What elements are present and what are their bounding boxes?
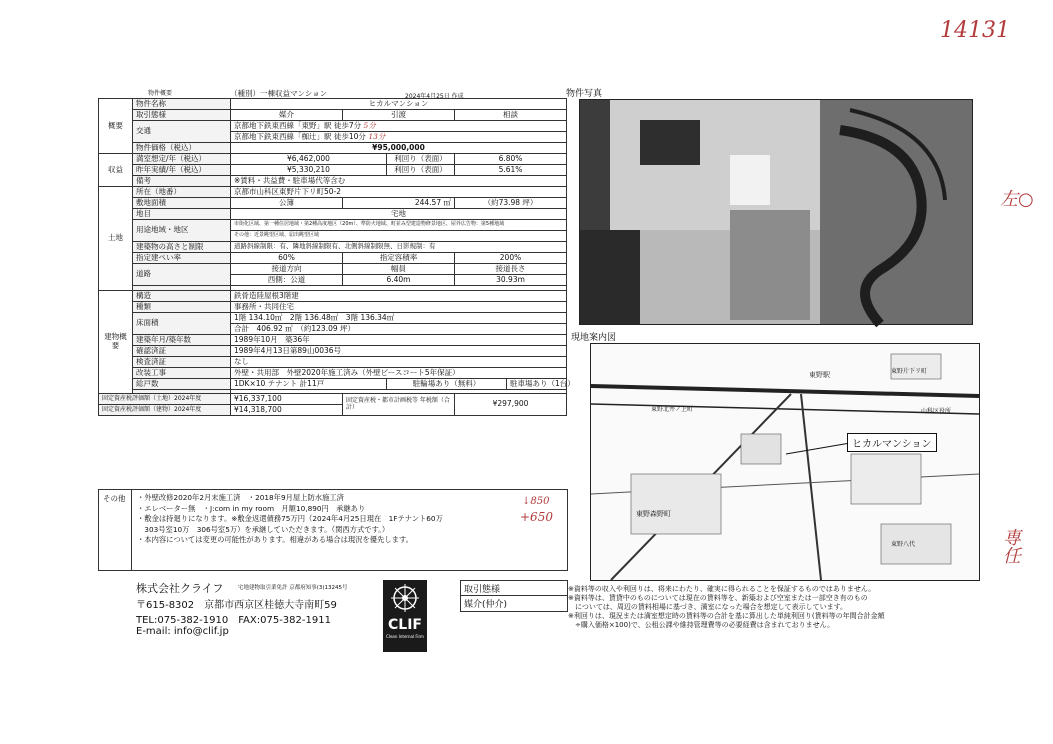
road-h2: 幅員 [343, 264, 455, 275]
disclaimer-line: ※利回りは、現況または満室想定時の賃料等の合計を基に算出した単純利回り(賃料等の年間合計金額 [568, 612, 885, 621]
floor-label: 床面積 [133, 313, 231, 335]
tax-total-label: 固定資産税・都市計画税等 年税額（合計） [343, 394, 455, 416]
structure-value: 鉄骨造陸屋根3階建 [231, 291, 567, 302]
map-road: 山科区役所 [921, 408, 952, 415]
far-label: 指定容積率 [343, 253, 455, 264]
chimoku-value: 宅地 [231, 209, 567, 220]
header-type: （種別）一棟収益マンション [230, 89, 328, 98]
section-land: 土地 [99, 187, 133, 291]
permit-label: 確認済証 [133, 346, 231, 357]
building-photo-image [580, 100, 972, 324]
kind-label: 種類 [133, 302, 231, 313]
handwritten-price-2: +650 [520, 510, 553, 524]
remark-label: 備考 [133, 176, 231, 187]
yield2-label: 利回り（表面） [387, 165, 455, 176]
section-overview: 概要 [99, 99, 133, 154]
other-notes [137, 493, 443, 546]
section-other: その他 [103, 494, 126, 503]
company-tel: TEL:075-382-1910 FAX:075-382-1911 [136, 615, 331, 626]
zoning-value: 市街化区域、第一種住居地域・第2種高度地区（20m）、準防火地域、町並み型建造物修景地区、屋外広告物：第5種地域 [231, 220, 567, 231]
disclaimer-line: ※資料等の収入や利回りは、将来にわたり、確実に得られることを保証するものではありません。 [568, 585, 876, 593]
other-note: ・エレベーター無 ・J:com in my room 月額10,890円 承継あり [137, 503, 366, 513]
property-photo [579, 99, 973, 325]
inspect-value: なし [231, 357, 567, 368]
handwritten-price-1: ↓850 [522, 496, 550, 507]
company-logo [383, 580, 427, 652]
map-station: 東野駅 [809, 371, 830, 379]
other-note: ・本内容については変更の可能性があります。相違がある場合は現況を優先します。 [137, 535, 413, 545]
deal-label: 取引態様 [133, 110, 231, 121]
map-area-2: 東野森野町 [636, 510, 671, 518]
deal-box [460, 580, 568, 612]
yield2-value: 5.61% [455, 165, 567, 176]
deal-b: 引渡 [343, 110, 455, 121]
height-label: 建築物の高さと制限 [133, 242, 231, 253]
full-rent-value: ¥6,462,000 [231, 154, 387, 165]
yield1-label: 利回り（表面） [387, 154, 455, 165]
name-label: 物件名称 [133, 99, 231, 110]
name-value: ヒカルマンション [231, 99, 567, 110]
area-tsubo: （約73.98 坪） [455, 198, 567, 209]
header-date: 2024年4月25日 作成 [405, 93, 464, 100]
units-value: 1DK×10 テナント 計11戸 [231, 379, 387, 390]
section-income: 収益 [99, 154, 133, 187]
disclaimer-line: ÷購入価格×100)で、公租公課や維持管理費等の必要経費は含まれておりません。 [568, 621, 835, 630]
price-value: ¥95,000,000 [231, 143, 567, 154]
road-label: 道路 [133, 264, 231, 286]
floor-value: 1階 134.10㎡ 2階 136.48㎡ 3階 136.34㎡ [231, 313, 567, 324]
disclaimers [568, 585, 978, 630]
deal-a: 媒介 [231, 110, 343, 121]
far-value: 200% [455, 253, 567, 264]
road-v2: 6.40m [343, 275, 455, 286]
built-label: 建築年月/築年数 [133, 335, 231, 346]
property-sheet [98, 98, 575, 416]
actual-label: 昨年実績/年（税込） [133, 165, 231, 176]
floor-total: 合計 406.92 ㎡ （約123.09 坪） [231, 324, 567, 335]
map-area-1: 東野片下リ町 [891, 368, 928, 375]
road-v3: 30.93m [455, 275, 567, 286]
address-value: 京都市山科区東野片下リ町50-2 [231, 187, 567, 198]
area-kind: 公簿 [231, 198, 343, 209]
handwritten-mark-1: 左○ [1000, 189, 1034, 210]
photo-label: 物件写真 [566, 89, 603, 99]
tax-total-value: ¥297,900 [455, 394, 567, 416]
height-value: 道路斜線制限：有、隣地斜線制限有、北側斜線制限無、日影規制：有 [231, 242, 567, 253]
transport-2: 京都地下鉄東西線「椥辻」駅 徒歩10分 13分 [231, 132, 567, 143]
other-note: 303号室10万 306号室5万）を承継していただきます。（関西方式です。） [137, 524, 390, 534]
units-label: 総戸数 [133, 379, 231, 390]
transport-label: 交通 [133, 121, 231, 143]
address-label: 所在（地番） [133, 187, 231, 198]
inspect-label: 検査済証 [133, 357, 231, 368]
other-note: ・敷金は持廻りになります。※敷金返還債務75万円（2024年4月25日現在 1Fテナント60万 [137, 514, 443, 524]
road-h1: 接道方向 [231, 264, 343, 275]
tax-land-label: 固定資産税評価額（土地）2024年度 [99, 394, 231, 405]
full-rent-label: 満室想定/年（税込） [133, 154, 231, 165]
ship-wheel-icon [383, 580, 427, 614]
zoning-label: 用途地域・地区 [133, 220, 231, 242]
map-image [591, 344, 979, 580]
reno-label: 改装工事 [133, 368, 231, 379]
actual-value: ¥5,330,210 [231, 165, 387, 176]
bike-value: 駐輪場あり（無料） [387, 379, 507, 390]
deal-c: 相談 [455, 110, 567, 121]
chimoku-label: 地目 [133, 209, 231, 220]
disclaimer-line: については、周辺の賃料相場に基づき、満室になった場合を想定して表示しています。 [568, 603, 848, 612]
kind-value: 事務所・共同住宅 [231, 302, 567, 313]
handwritten-mark-2: 専任 [1003, 528, 1021, 567]
structure-label: 構造 [133, 291, 231, 302]
tax-bldg-value: ¥14,318,700 [231, 405, 343, 416]
bcr-label: 指定建ぺい率 [133, 253, 231, 264]
reno-value: 外壁・共用部 外壁2020年施工済み（外壁ビースコート5年保証） [231, 368, 567, 379]
company-name: 株式会社クライフ [136, 582, 224, 595]
logo-sub: Clean Internal Firm [386, 634, 424, 639]
tax-bldg-label: 固定資産税評価額（建物）2024年度 [99, 405, 231, 416]
deal-box-label: 取引態様 [464, 585, 501, 595]
area-label: 敷地面積 [133, 198, 231, 209]
area-m2: 244.57 ㎡ [343, 198, 455, 209]
tax-land-value: ¥16,337,100 [231, 394, 343, 405]
map-property-callout: ヒカルマンション [847, 433, 937, 452]
map-street: 東野北井ノ上町 [651, 406, 694, 413]
bcr-value: 60% [231, 253, 343, 264]
parking-value: 駐車場あり（1台） [507, 379, 567, 390]
other-note: ・外壁改修2020年2月末施工済 ・2018年9月屋上防水施工済 [137, 493, 344, 502]
other-box [98, 489, 568, 571]
location-map [590, 343, 980, 581]
remark-value: ※賃料・共益費・駐車場代等含む [231, 176, 567, 187]
transport-1: 京都地下鉄東西線「東野」駅 徒歩7分 5分 [231, 121, 567, 132]
handwritten-number: 14131 [940, 18, 1010, 43]
permit-value: 1989年4月13日第89山0036号 [231, 346, 567, 357]
header-label: 物件概要 [148, 90, 173, 97]
company-email: E-mail: info@clif.jp [136, 626, 229, 637]
yield1-value: 6.80% [455, 154, 567, 165]
map-area-3: 東野八代 [891, 541, 916, 548]
company-license: 宅地建物取引業免許 京都府知事(3)13245号 [238, 585, 348, 591]
section-building: 建物概要 [99, 291, 133, 394]
road-v1: 西側：公道 [231, 275, 343, 286]
zoning-value-2: その他：近景眺望区域、届出眺望区域 [231, 231, 567, 242]
map-label: 現地案内図 [571, 333, 617, 343]
road-h3: 接道長さ [455, 264, 567, 275]
price-label: 物件価格（税込） [133, 143, 231, 154]
disclaimer-line: ※資料等は、賃貸中のものについては現在の賃料等を、新築および空室または一部空き有のもの [568, 594, 868, 603]
built-value: 1989年10月 築36年 [231, 335, 567, 346]
deal-box-value: 媒介(仲介) [464, 600, 508, 610]
logo-text: CLIF [388, 617, 422, 633]
company-address: 〒615-8302 京都市西京区桂徳大寺南町59 [136, 600, 337, 611]
